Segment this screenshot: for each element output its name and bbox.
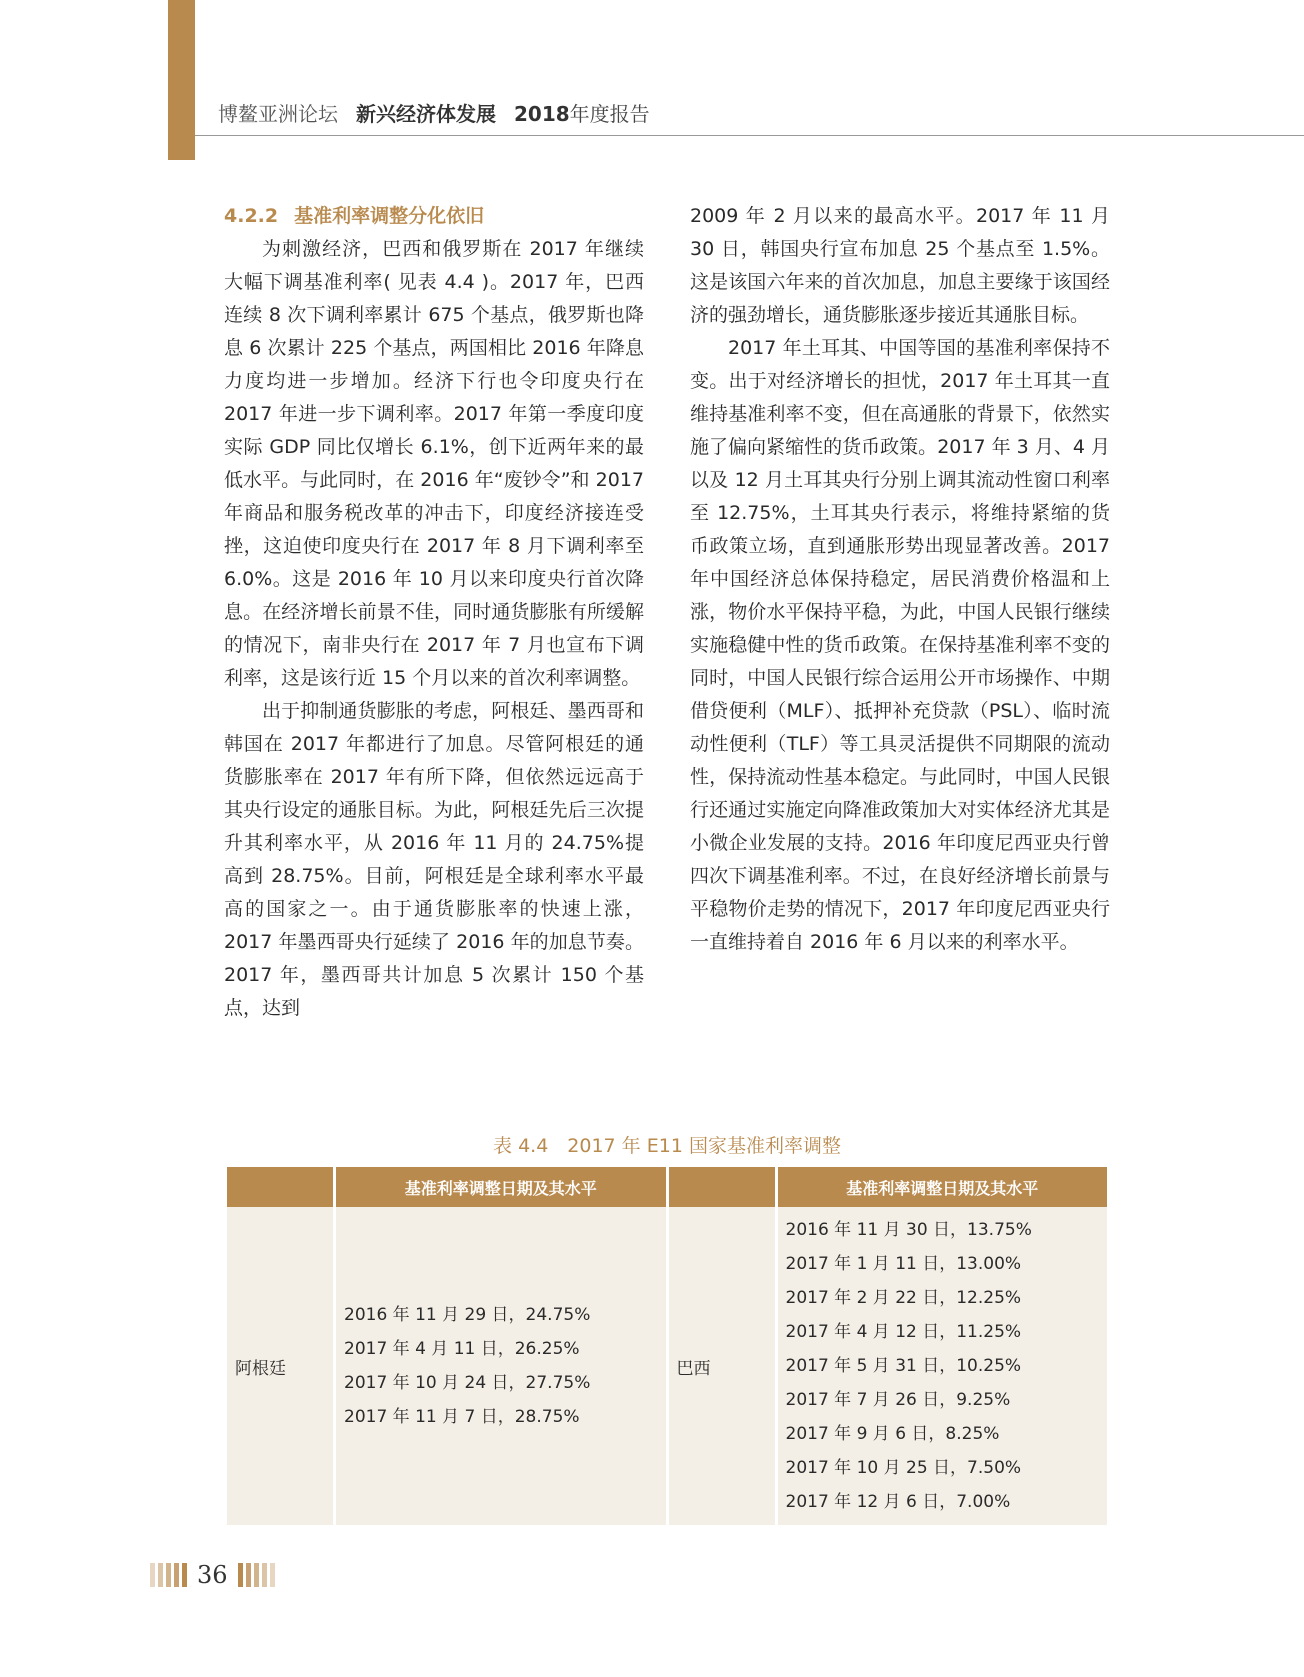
rate-entry: 2017 年 4 月 11 日，26.25% xyxy=(344,1339,580,1359)
table-header-country-left xyxy=(227,1167,333,1207)
left-column xyxy=(224,200,644,1025)
country-cell-argentina: 阿根廷 xyxy=(227,1207,333,1525)
header-accent-bar xyxy=(168,0,195,160)
header-report-name: 新兴经济体发展 xyxy=(356,102,496,126)
header-rule xyxy=(195,135,1304,136)
header-forum: 博鳌亚洲论坛 xyxy=(218,102,338,126)
page-footer xyxy=(150,1560,275,1590)
table-title: 表 4.4 2017 年 E11 国家基准利率调整 xyxy=(493,1135,841,1157)
rates-cell-argentina xyxy=(336,1207,666,1525)
body-paragraph: 为刺激经济，巴西和俄罗斯在 2017 年继续大幅下调基准利率( 见表 4.4 )。2017 年，巴西连续 8 次下调利率累计 675 个基点，俄罗斯也降息 6 次累计 225 个基点，两国相比 2016 年降息力度均进一步增加。经济下行也令印度央行在 2017 年进一步下调利率。2017 年第一季度印度实际 GDP 同比仅增长 6.1%，创下近两年来的最低水平。与此同时，在 2016 年“废钞令”和 2017 年商品和服务税改革的冲击下，印度经济接连受挫，这迫使印度央行在 2017 年 8 月下调利率至 6.0%。这是 2016 年 10 月以来印度央行首次降息。在经济增长前景不佳，同时通货膨胀有所缓解的情况下，南非央行在 2017 年 7 月也宣布下调利率，这是该行近 15 个月以来的首次利率调整。 xyxy=(224,238,644,689)
footer-bars-right xyxy=(238,1563,275,1587)
page-number: 36 xyxy=(197,1561,228,1589)
rate-entry: 2017 年 10 月 25 日，7.50% xyxy=(785,1458,1022,1478)
body-paragraph: 出于抑制通货膨胀的考虑，阿根廷、墨西哥和韩国在 2017 年都进行了加息。尽管阿根廷的通货膨胀率在 2017 年有所下降，但依然远远高于其央行设定的通胀目标。为此，阿根廷先后三次提升其利率水平，从 2016 年 11 月的 24.75%提高到 28.75%。目前，阿根廷是全球利率水平最高的国家之一。由于通货膨胀率的快速上涨，2017 年墨西哥央行延续了 2016 年的加息节奏。2017 年，墨西哥共计加息 5 次累计 150 个基点，达到 xyxy=(224,700,644,1019)
body-paragraph-continuation: 2009 年 2 月以来的最高水平。2017 年 11 月 30 日，韩国央行宣布加息 25 个基点至 1.5%。这是该国六年来的首次加息，加息主要缘于该国经济的强劲增长，通货膨胀逐步接近其通胀目标。 xyxy=(690,205,1110,326)
country-cell-brazil: 巴西 xyxy=(669,1207,775,1525)
rate-entry: 2017 年 12 月 6 日，7.00% xyxy=(785,1492,1011,1512)
table-header-rates-left: 基准利率调整日期及其水平 xyxy=(336,1167,666,1207)
table-header-rates-right: 基准利率调整日期及其水平 xyxy=(778,1167,1108,1207)
body-paragraph: 2017 年土耳其、中国等国的基准利率保持不变。出于对经济增长的担忧，2017 年土耳其一直维持基准利率不变，但在高通胀的背景下，依然实施了偏向紧缩性的货币政策。2017 年 3 月、4 月以及 12 月土耳其央行分别上调其流动性窗口利率至 12.75%，土耳其央行表示，将维持紧缩的货币政策立场，直到通胀形势出现显著改善。2017 年中国经济总体保持稳定，居民消费价格温和上涨，物价水平保持平稳，为此，中国人民银行继续实施稳健中性的货币政策。在保持基准利率不变的同时，中国人民银行综合运用公开市场操作、中期借贷便利（MLF）、抵押补充贷款（PSL）、临时流动性便利（TLF）等工具灵活提供不同期限的流动性，保持流动性基本稳定。与此同时，中国人民银行还通过实施定向降准政策加大对实体经济尤其是小微企业发展的支持。2016 年印度尼西亚央行曾四次下调基准利率。不过，在良好经济增长前景与平稳物价走势的情况下，2017 年印度尼西亚央行一直维持着自 2016 年 6 月以来的利率水平。 xyxy=(690,337,1110,953)
rate-entry: 2017 年 4 月 12 日，11.25% xyxy=(785,1322,1022,1342)
section-heading xyxy=(224,200,644,233)
header-year: 2018 xyxy=(514,102,570,126)
section-title: 基准利率调整分化依旧 xyxy=(294,205,485,227)
rate-entry: 2017 年 2 月 22 日，12.25% xyxy=(785,1288,1022,1308)
header-report-suffix: 年度报告 xyxy=(569,102,650,126)
rates-cell-brazil xyxy=(778,1207,1108,1525)
section-number: 4.2.2 xyxy=(224,205,279,227)
rate-entry: 2017 年 1 月 11 日，13.00% xyxy=(785,1254,1022,1274)
running-header xyxy=(218,98,650,127)
table-row xyxy=(227,1207,1107,1525)
rate-adjustment-table xyxy=(224,1167,1110,1525)
footer-bars-left xyxy=(150,1563,187,1587)
rate-entry: 2016 年 11 月 30 日，13.75% xyxy=(785,1220,1032,1240)
table-header-country-right xyxy=(669,1167,775,1207)
rate-entry: 2017 年 9 月 6 日，8.25% xyxy=(785,1424,1000,1444)
rate-entry: 2017 年 5 月 31 日，10.25% xyxy=(785,1356,1022,1376)
rate-entry: 2016 年 11 月 29 日，24.75% xyxy=(344,1305,591,1325)
rate-entry: 2017 年 11 月 7 日，28.75% xyxy=(344,1407,580,1427)
rate-entry: 2017 年 10 月 24 日，27.75% xyxy=(344,1373,591,1393)
rate-entry: 2017 年 7 月 26 日，9.25% xyxy=(785,1390,1011,1410)
table-header-row xyxy=(227,1167,1107,1207)
right-column xyxy=(690,200,1110,959)
